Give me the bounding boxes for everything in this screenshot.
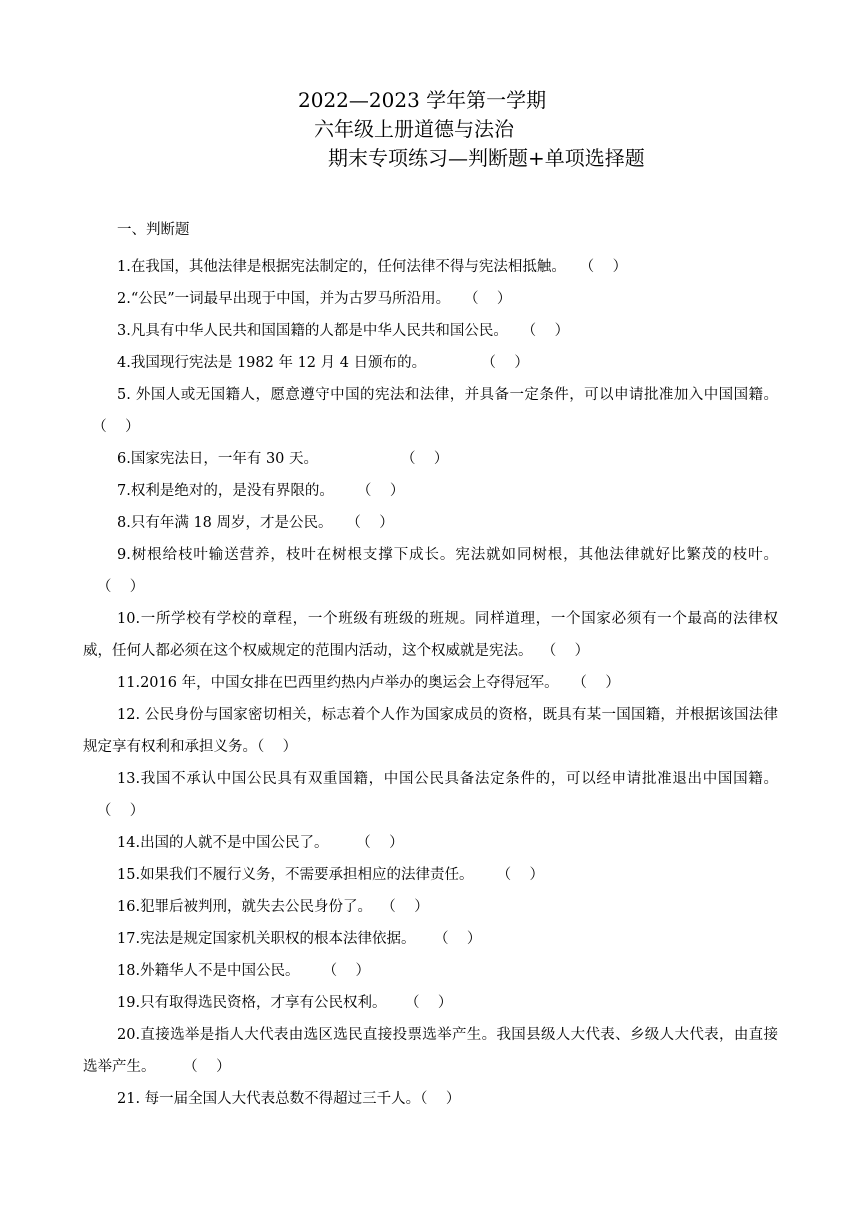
answer-bracket[interactable]: （ ） [541,643,590,659]
question-number: 4. [117,355,131,371]
answer-bracket[interactable]: （ ） [579,259,628,275]
question-item [83,891,778,923]
question-text: 树根给枝叶输送营养，枝叶在树根支撑下成长。宪法就如同树根，其他法律就好比繁茂的枝叶。 [130,547,778,563]
question-number: 15. [117,867,141,883]
question-number: 20. [117,1027,141,1043]
answer-gap [566,259,580,275]
answer-gap [387,995,405,1011]
answer-gap [333,515,347,531]
question-text: 权利是绝对的，是没有界限的。 [130,483,334,499]
question-number: 12. [117,707,141,723]
question-item [83,315,778,347]
answer-bracket[interactable]: （ ） [257,739,298,755]
question-text: “公民”一词最早出现于中国，并为古罗马所沿用。 [130,291,451,307]
answer-gap [450,291,464,307]
answer-bracket[interactable]: （ ） [346,515,394,531]
question-item [83,667,778,699]
answer-gap [426,355,481,371]
question-item [83,475,778,507]
question-item [83,1083,778,1115]
question-number: 18. [117,963,141,979]
answer-bracket[interactable]: （ ） [496,867,545,883]
answer-bracket[interactable]: （ ） [405,995,453,1011]
answer-bracket[interactable]: （ ） [356,835,404,851]
question-text: 出国的人就不是中国公民了。 [140,835,329,851]
answer-gap [329,835,357,851]
question-item [83,347,778,379]
document-title [0,86,860,173]
question-text: 在我国，其他法律是根据宪法制定的，任何法律不得与宪法相抵触。 [130,259,566,275]
question-item [83,603,778,667]
question-item [83,283,778,315]
question-list [83,251,778,1115]
answer-gap [156,1059,184,1075]
answer-bracket[interactable]: （ ） [381,899,429,915]
question-text: 宪法是规定国家机关职权的根本法律依据。 [140,931,416,947]
question-text: 我国不承认中国公民具有双重国籍，中国公民具备法定条件的，可以经申请批准退出中国国籍。 [140,771,778,787]
question-item [83,1019,778,1083]
question-number: 9. [117,547,131,563]
answer-gap [318,451,401,467]
question-item [83,827,778,859]
question-item [83,251,778,283]
answer-bracket[interactable]: （ ） [400,451,449,467]
question-text: 只有取得选民资格，才享有公民权利。 [140,995,387,1011]
question-number: 16. [117,899,141,915]
answer-bracket[interactable]: （ ） [92,419,140,435]
question-text: 国家宪法日，一年有 30 天。 [130,451,319,467]
question-number: 3. [117,323,131,339]
question-section [83,219,778,1115]
question-item [83,507,778,539]
question-number: 2. [117,291,131,307]
answer-gap [559,675,573,691]
title-line-term: 2022—2023 学年第一学期 [298,88,547,112]
question-text: 每一届全国人大代表总数不得超过三千人。 [140,1091,421,1107]
answer-bracket[interactable]: （ ） [521,323,570,339]
question-item [83,859,778,891]
question-number: 17. [117,931,141,947]
question-number: 11. [117,675,141,691]
question-item [83,539,778,603]
question-text: 外国人或无国籍人，愿意遵守中国的宪法和法律，并具备一定条件，可以申请批准加入中国国籍。 [130,387,778,403]
answer-gap [533,643,542,659]
answer-bracket[interactable]: （ ） [96,579,145,595]
question-number: 13. [117,771,141,787]
answer-gap [334,483,357,499]
question-text: 直接选举是指人大代表由选区选民直接投票选举产生。我国县级人大代表、乡级人大代表，由直接选举产生。 [83,1027,778,1075]
answer-gap [508,323,522,339]
question-text: 只有年满 18 周岁，才是公民。 [130,515,333,531]
answer-gap [83,579,97,595]
question-item [83,699,778,763]
question-item [83,923,778,955]
answer-bracket[interactable]: （ ） [464,291,512,307]
question-item [83,987,778,1019]
question-number: 5. [117,387,131,403]
answer-bracket[interactable]: （ ） [322,963,371,979]
title-line-subject: 六年级上册道德与法治 [314,117,514,141]
answer-gap [416,931,434,947]
question-item [83,379,778,443]
question-number: 19. [117,995,141,1011]
question-number: 21. [117,1091,141,1107]
question-text: 犯罪后被判刑，就失去公民身份了。 [140,899,373,915]
section-heading: 一、判断题 [117,222,190,238]
answer-gap [300,963,323,979]
question-text: 2016 年，中国女排在巴西里约热内卢举办的奥运会上夺得冠军。 [140,675,559,691]
question-number: 7. [117,483,131,499]
question-number: 6. [117,451,131,467]
answer-gap [83,803,97,819]
question-text: 公民身份与国家密切相关，标志着个人作为国家成员的资格，既具有某一国国籍，并根据该国法律规定享有权利和承担义务。 [83,707,778,755]
question-text: 凡具有中华人民共和国国籍的人都是中华人民共和国公民。 [130,323,508,339]
answer-bracket[interactable]: （ ） [481,355,529,371]
answer-bracket[interactable]: （ ） [356,483,405,499]
answer-bracket[interactable]: （ ） [183,1059,231,1075]
question-item [83,443,778,475]
question-number: 14. [117,835,141,851]
answer-gap [83,419,92,435]
question-text: 我国现行宪法是 1982 年 12 月 4 日颁布的。 [130,355,427,371]
question-number: 10. [117,611,141,627]
answer-gap [474,867,497,883]
answer-bracket[interactable]: （ ） [434,931,482,947]
question-item [83,763,778,827]
question-item [83,955,778,987]
title-line-exercise: 期末专项练习—判断题+单项选择题 [328,146,645,170]
question-text: 外籍华人不是中国公民。 [140,963,300,979]
question-number: 1. [117,259,131,275]
question-number: 8. [117,515,131,531]
question-text: 一所学校有学校的章程，一个班级有班级的班规。同样道理，一个国家必须有一个最高的法律权威，任何人都必须在这个权威规定的范围内活动，这个权威就是宪法。 [83,611,778,659]
question-text: 如果我们不履行义务，不需要承担相应的法律责任。 [140,867,474,883]
answer-gap [372,899,381,915]
answer-bracket[interactable]: （ ） [96,803,145,819]
answer-bracket[interactable]: （ ） [420,1091,461,1107]
answer-bracket[interactable]: （ ） [572,675,620,691]
